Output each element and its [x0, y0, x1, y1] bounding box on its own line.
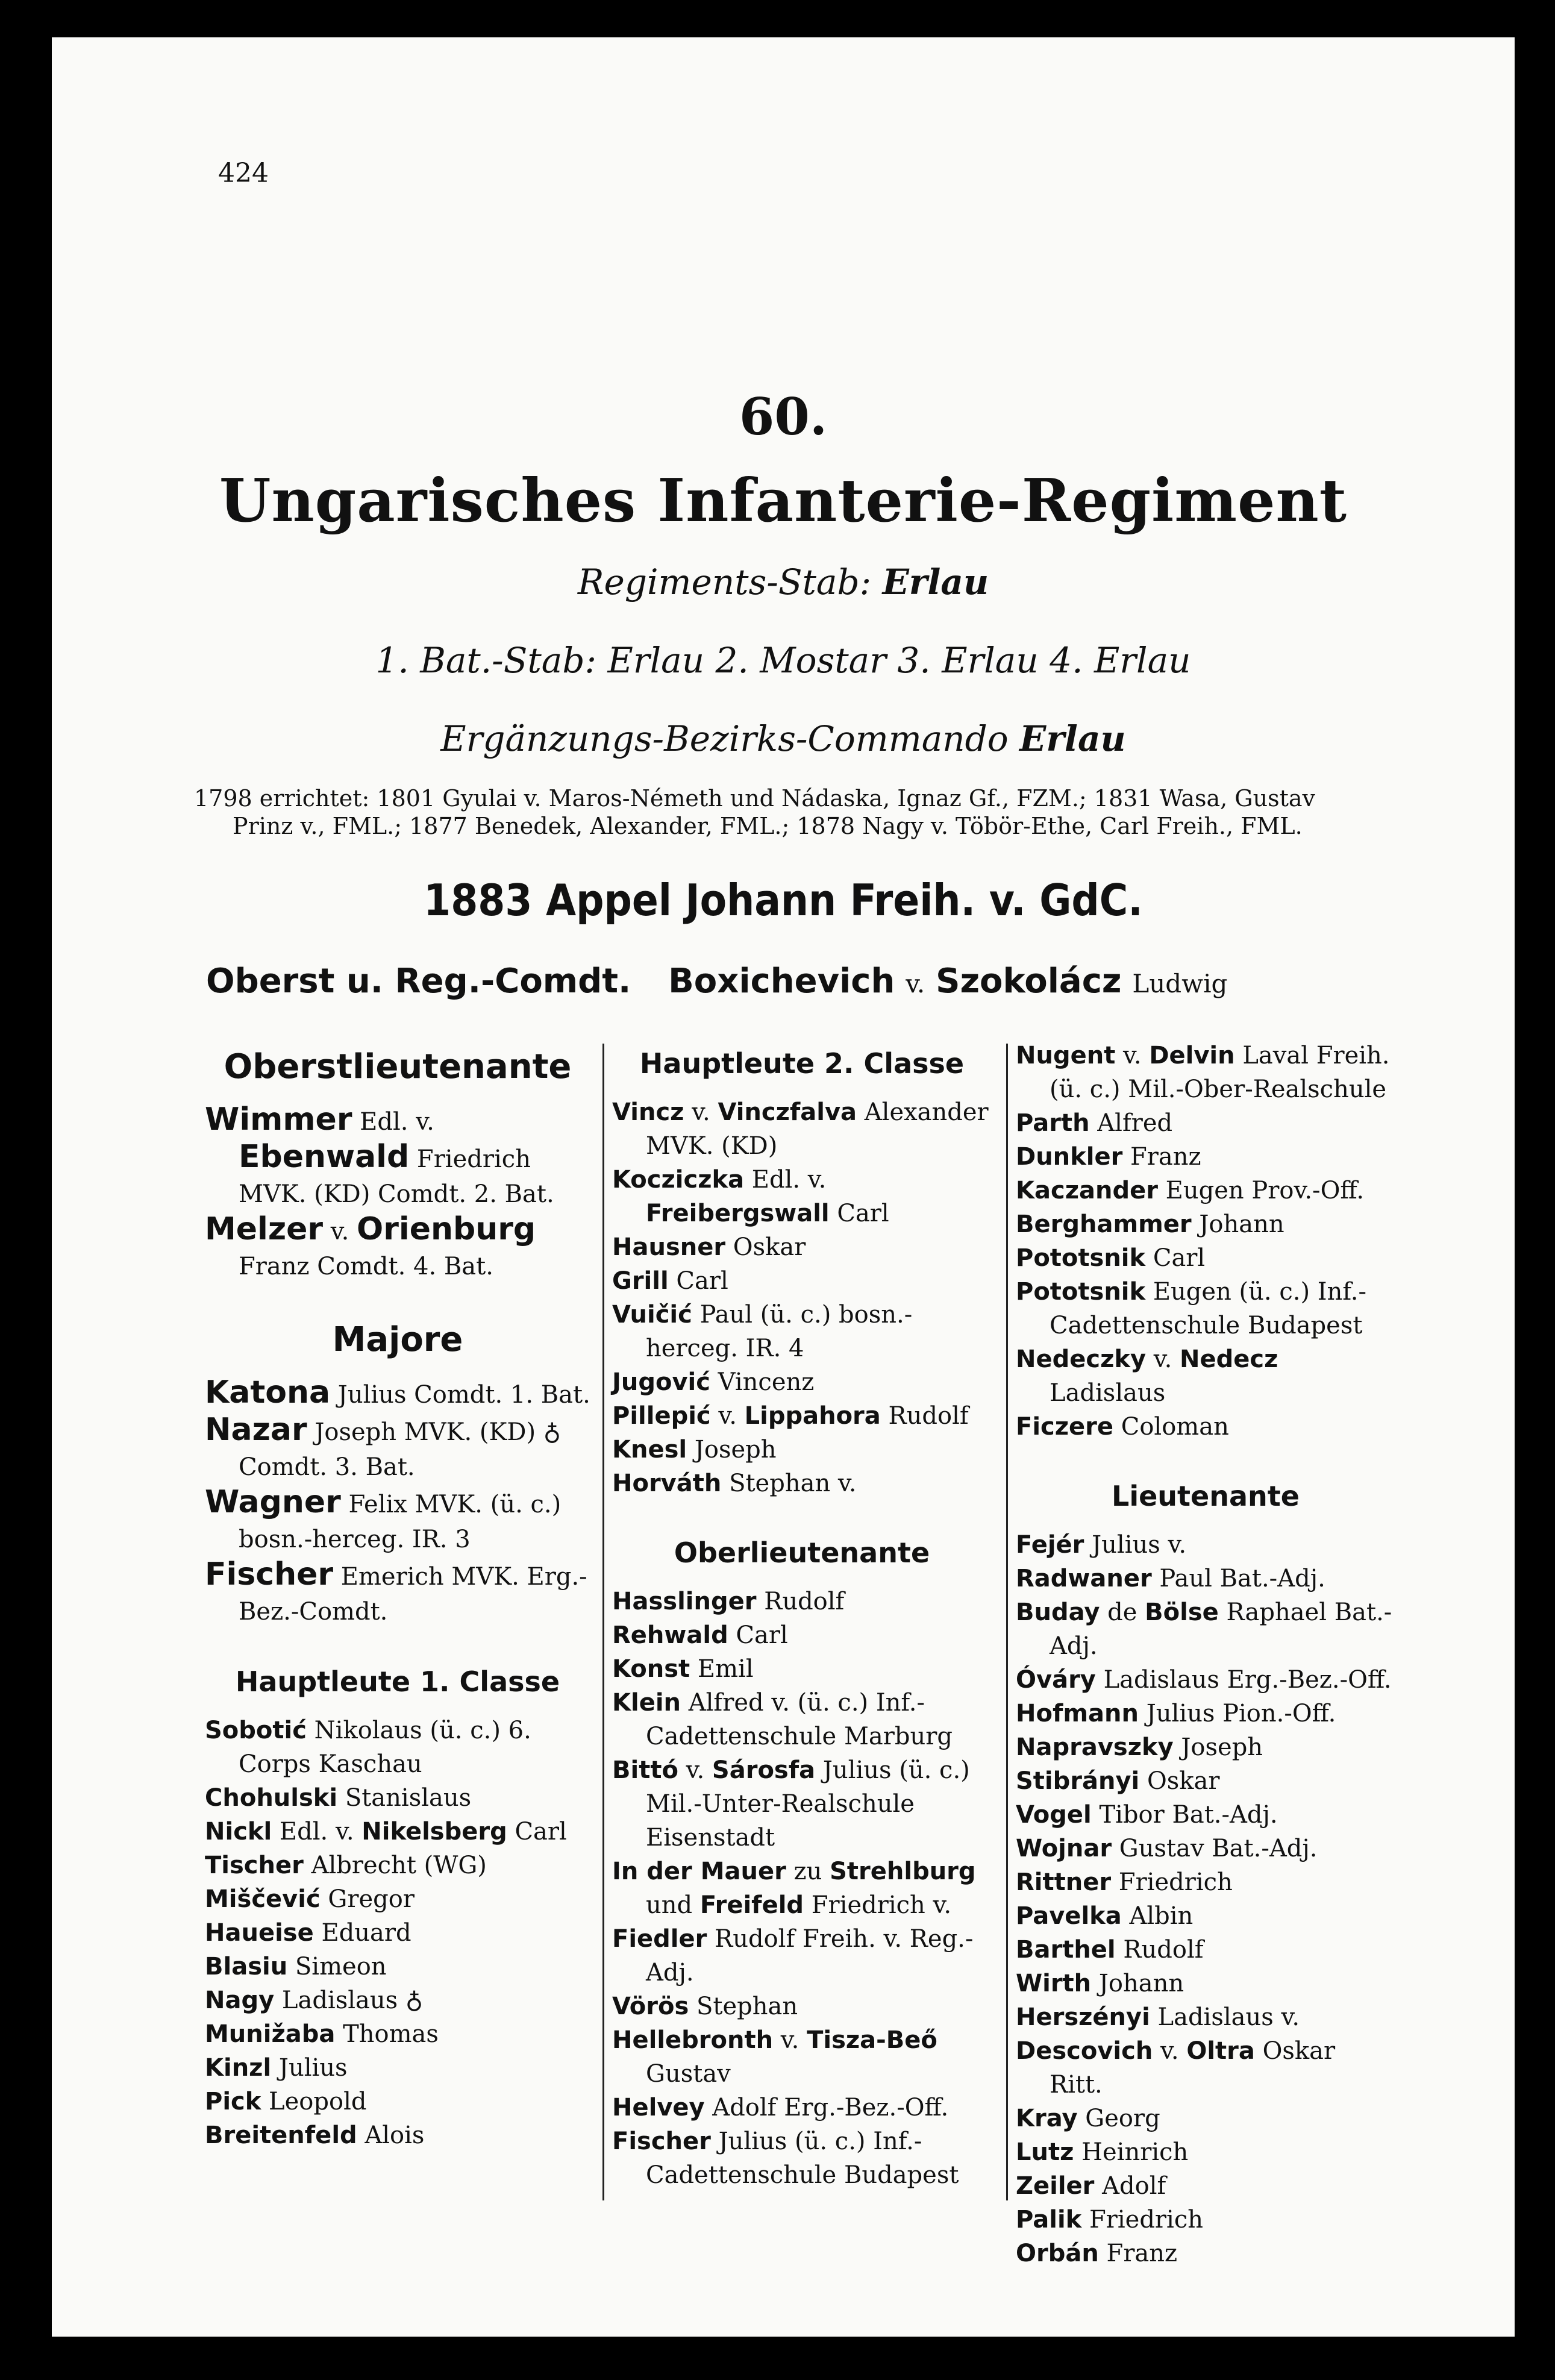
officer-details: Rudolf	[756, 1588, 845, 1615]
ergaenzungs-line	[52, 718, 1515, 759]
oberst-name-2: Szokolácz	[936, 962, 1122, 1001]
officer-surname: Descovich	[1016, 2037, 1153, 2065]
list-item	[205, 2119, 590, 2152]
officer-details: Tibor Bat.-Adj.	[1091, 1801, 1278, 1829]
list-item	[612, 1652, 992, 1686]
list-item	[205, 1102, 590, 1212]
officer-surname: Hellebronth	[612, 2026, 774, 2054]
officer-details: v.	[1146, 1345, 1180, 1373]
list-item	[205, 1950, 590, 1984]
oberst-name-1: Boxichevich	[668, 962, 895, 1001]
list-majore	[205, 1375, 590, 1629]
officer-surname: Knesl	[612, 1436, 687, 1464]
officer-details: Albin	[1121, 1902, 1194, 1930]
history-line-1: 1798 errichtet: 1801 Gyulai v. Maros-Németh und Nádaska, Ignaz Gf., FZM.; 1831 Wasa, Gustav	[194, 785, 1316, 812]
list-item	[1016, 1562, 1395, 1596]
officer-details: Eugen (ü. c.) Inf.-Cadettenschule Budapest	[1050, 1278, 1366, 1339]
list-item	[1016, 1730, 1395, 1764]
officer-details: v.	[323, 1218, 357, 1245]
officer-surname: Blasiu	[205, 1953, 288, 1981]
list-hauptleute-2	[612, 1095, 992, 1500]
officer-details: Laval Freih. (ü. c.) Mil.-Ober-Realschule	[1050, 1042, 1390, 1103]
officer-details: Joseph MVK. (KD) ♁ Comdt. 3. Bat.	[239, 1418, 561, 1481]
stab-label: Regiments-Stab:	[577, 562, 872, 603]
officer-details: Julius (ü. c.) Mil.-Unter-Realschule Eisenstadt	[646, 1756, 970, 1852]
officer-surname: Vincz	[612, 1098, 684, 1126]
bat-3-label: 3.	[897, 640, 931, 681]
officer-details: Carl	[829, 1200, 889, 1227]
officer-surname: Sobotić	[205, 1717, 307, 1744]
oberst-given-name: Ludwig	[1132, 969, 1228, 998]
officer-surname: Haueise	[205, 1919, 314, 1947]
erg-label: Ergänzungs-Bezirks-Commando	[440, 718, 1009, 759]
officer-details: Julius v.	[1084, 1531, 1187, 1559]
battalion-stab-line	[52, 640, 1515, 681]
officer-surname: Herszényi	[1016, 2003, 1150, 2031]
officer-surname: Nickl	[205, 1818, 272, 1846]
officer-details: Oskar Ritt.	[1050, 2037, 1336, 2099]
officer-details: Felix MVK. (ü. c.) bosn.-herceg. IR. 3	[239, 1491, 562, 1553]
list-item	[612, 1095, 992, 1163]
column-2	[612, 1039, 992, 2192]
officer-surname: Lutz	[1016, 2138, 1074, 2166]
officer-details: Rudolf	[1115, 1936, 1204, 1964]
officer-details: Joseph	[1173, 1733, 1263, 1761]
list-item	[1016, 1039, 1395, 1106]
officer-details: de	[1100, 1599, 1145, 1626]
column-divider-1	[602, 1044, 604, 2200]
column-3	[1016, 1039, 1395, 2270]
list-item	[1016, 1342, 1395, 1410]
officer-details: Carl	[1145, 1244, 1206, 1272]
officer-surname: Bölse	[1145, 1599, 1219, 1626]
officer-surname: Vogel	[1016, 1801, 1092, 1829]
officer-details: Stephan	[689, 1993, 798, 2020]
officer-details: Coloman	[1113, 1413, 1229, 1441]
officer-details: Adolf	[1094, 2172, 1166, 2200]
list-item	[612, 1618, 992, 1652]
officer-surname: Wirth	[1016, 1970, 1092, 1997]
bat-3-place: Erlau	[942, 640, 1039, 681]
list-item	[1016, 1798, 1395, 1832]
list-item	[205, 2017, 590, 2051]
list-item	[612, 1686, 992, 1753]
officer-surname: Ebenwald	[239, 1139, 410, 1175]
officer-details: Stanislaus	[337, 1784, 472, 1812]
officer-surname: Pillepić	[612, 1402, 711, 1430]
stab-place: Erlau	[882, 562, 989, 603]
oberst-particle: v.	[906, 969, 925, 998]
list-oberlieutenante	[612, 1585, 992, 2192]
list-item	[205, 2051, 590, 2085]
officer-details: Johann	[1091, 1970, 1184, 1997]
officer-surname: Freibergswall	[646, 1200, 830, 1227]
officer-surname: Palik	[1016, 2206, 1082, 2234]
list-item	[612, 2125, 992, 2192]
officer-details: Julius	[271, 2054, 348, 2082]
officer-details: Carl	[728, 1621, 788, 1649]
list-item	[612, 1230, 992, 1264]
list-item	[1016, 2102, 1395, 2135]
officer-surname: Radwaner	[1016, 1565, 1152, 1592]
list-item	[205, 1714, 590, 1781]
officer-details: Carl	[507, 1818, 567, 1846]
officer-details: Joseph	[687, 1436, 777, 1464]
officer-details: Edl. v.	[744, 1166, 827, 1194]
list-item	[612, 1585, 992, 1618]
officer-details: Eugen Prov.-Off.	[1157, 1177, 1365, 1204]
officer-details: Carl	[668, 1267, 728, 1295]
officer-surname: Katona	[205, 1374, 331, 1411]
list-item	[1016, 1899, 1395, 1933]
list-oberlieutenante-continued	[1016, 1039, 1395, 1444]
column-1	[205, 1039, 590, 2152]
oberst-label: Oberst u. Reg.-Comdt.	[206, 962, 631, 1001]
officer-details: Rudolf Freih. v. Reg.-Adj.	[646, 1925, 974, 1987]
officer-surname: Oltra	[1186, 2037, 1255, 2065]
document-page	[52, 37, 1515, 2337]
column-divider-2	[1006, 1044, 1008, 2200]
list-item	[1016, 1275, 1395, 1342]
list-item	[205, 1916, 590, 1950]
officer-details: Julius Comdt. 1. Bat.	[330, 1381, 590, 1409]
list-item	[1016, 1663, 1395, 1697]
officer-surname: Hausner	[612, 1233, 726, 1261]
officer-details: Paul Bat.-Adj.	[1151, 1565, 1325, 1592]
list-item	[1016, 1967, 1395, 2000]
officer-details: v.	[678, 1756, 712, 1784]
officer-details: Franz Comdt. 4. Bat.	[239, 1253, 493, 1280]
officer-details: Ladislaus	[1050, 1379, 1166, 1407]
list-item	[612, 1467, 992, 1500]
list-item	[612, 1399, 992, 1433]
bat-1-place: Erlau	[607, 640, 705, 681]
officer-surname: Ficzere	[1016, 1413, 1114, 1441]
list-item	[1016, 2000, 1395, 2034]
list-item	[1016, 1596, 1395, 1663]
section-heading-hauptleute-2: Hauptleute 2. Classe	[639, 1047, 965, 1080]
regiment-title: Ungarisches Infanterie-Regiment	[219, 466, 1347, 536]
list-item	[1016, 1207, 1395, 1241]
officer-surname: Vinczfalva	[718, 1098, 857, 1126]
officer-surname: Sárosfa	[712, 1756, 816, 1784]
officer-surname: In der Mauer	[612, 1858, 786, 1885]
officer-details: Nikolaus (ü. c.) 6. Corps Kaschau	[239, 1717, 531, 1778]
regiment-number: 60.	[739, 387, 828, 446]
officer-surname: Konst	[612, 1655, 690, 1683]
officer-surname: Breitenfeld	[205, 2122, 357, 2149]
officer-surname: Óváry	[1016, 1666, 1096, 1694]
section-gap	[205, 1629, 590, 1657]
officer-details: Leopold	[261, 2088, 367, 2115]
section-heading-oberstlieutenante: Oberstlieutenante	[224, 1047, 572, 1086]
officer-details: Alfred v. (ü. c.) Inf.-Cadettenschule Marburg	[646, 1689, 953, 1750]
officer-surname: Pick	[205, 2088, 261, 2115]
officer-details: Franz	[1122, 1143, 1201, 1171]
list-item	[205, 1984, 590, 2017]
regiment-history	[194, 784, 1404, 840]
officer-surname: Vuičić	[612, 1301, 692, 1329]
list-item	[1016, 2169, 1395, 2203]
officer-details: Franz	[1098, 2240, 1178, 2267]
section-heading-hauptleute-1: Hauptleute 1. Classe	[235, 1665, 560, 1698]
officer-details: Edl. v.	[272, 1818, 362, 1846]
list-item	[1016, 1528, 1395, 1562]
officer-details: Eduard	[313, 1919, 411, 1947]
officer-surname: Munižaba	[205, 2020, 336, 2048]
list-item	[1016, 2237, 1395, 2270]
officer-surname: Nazar	[205, 1412, 307, 1448]
list-lieutenante	[1016, 1528, 1395, 2270]
officer-details: und	[646, 1891, 700, 1919]
section-gap	[612, 1500, 992, 1528]
list-item	[612, 1990, 992, 2023]
list-item	[205, 1849, 590, 1882]
list-item	[205, 1781, 590, 1815]
officer-surname: Kray	[1016, 2105, 1078, 2132]
history-line-2: Prinz v., FML.; 1877 Benedek, Alexander, FML.; 1878 Nagy v. Töbör-Ethe, Carl Freih., FML.	[233, 813, 1303, 839]
officer-details: Georg	[1077, 2105, 1160, 2132]
officer-details: Emerich MVK. Erg.-Bez.-Comdt.	[239, 1563, 587, 1626]
regiments-stab-line	[52, 562, 1515, 603]
officer-surname: Vörös	[612, 1993, 689, 2020]
officer-surname: Tisza-Beő	[807, 2026, 937, 2054]
section-heading-oberlieutenante: Oberlieutenante	[674, 1536, 930, 1569]
officer-surname: Wagner	[205, 1484, 341, 1520]
officer-details: Paul (ü. c.) bosn.-herceg. IR. 4	[646, 1301, 913, 1362]
list-item	[1016, 1140, 1395, 1174]
officer-details: Ladislaus v.	[1150, 2003, 1300, 2031]
list-item	[612, 1264, 992, 1298]
officer-surname: Nagy	[205, 1987, 275, 2014]
list-oberstlieutenante	[205, 1102, 590, 1284]
section-heading-lieutenante: Lieutenante	[1112, 1480, 1300, 1512]
list-item	[612, 1922, 992, 1990]
list-item	[205, 1557, 590, 1629]
list-item	[205, 1212, 590, 1284]
officer-details: v.	[1115, 1042, 1150, 1069]
officer-details: Friedrich v.	[804, 1891, 952, 1919]
officer-surname: Fischer	[205, 1556, 334, 1592]
list-item	[612, 1365, 992, 1399]
page-number: 424	[218, 158, 269, 189]
officer-details: Thomas	[335, 2020, 439, 2048]
officer-details: Julius Pion.-Off.	[1138, 1700, 1336, 1727]
officer-details: Rudolf	[880, 1402, 969, 1430]
officer-surname: Orbán	[1016, 2240, 1099, 2267]
list-item	[1016, 2135, 1395, 2169]
list-item	[612, 1855, 992, 1922]
list-hauptleute-1	[205, 1714, 590, 2152]
officer-surname: Zeiler	[1016, 2172, 1095, 2200]
officer-details: Julius (ü. c.) Inf.-Cadettenschule Budapest	[646, 2128, 959, 2189]
list-item	[612, 1163, 992, 1230]
list-item	[612, 1298, 992, 1365]
officer-details: v.	[710, 1402, 745, 1430]
officer-details: Alfred	[1089, 1109, 1173, 1137]
officer-surname: Napravszky	[1016, 1733, 1174, 1761]
officer-surname: Pototsnik	[1016, 1278, 1146, 1306]
officer-details: Johann	[1191, 1210, 1284, 1238]
officer-surname: Orienburg	[357, 1211, 536, 1247]
officer-surname: Melzer	[205, 1211, 324, 1247]
officer-surname: Nedecz	[1180, 1345, 1278, 1373]
officer-details: Alois	[357, 2122, 425, 2149]
officer-surname: Wimmer	[205, 1101, 352, 1138]
officer-surname: Hofmann	[1016, 1700, 1139, 1727]
list-item	[1016, 1764, 1395, 1798]
officer-details: Simeon	[287, 1953, 387, 1981]
officer-details: Alexander MVK. (KD)	[646, 1098, 989, 1160]
section-heading-majore: Majore	[332, 1320, 463, 1359]
officer-surname: Berghammer	[1016, 1210, 1192, 1238]
list-item	[1016, 1410, 1395, 1444]
officer-surname: Tischer	[205, 1852, 304, 1879]
officer-details: Oskar	[1139, 1767, 1220, 1795]
section-gap	[1016, 1444, 1395, 1471]
officer-surname: Grill	[612, 1267, 669, 1295]
officer-surname: Nugent	[1016, 1042, 1116, 1069]
officer-details: v.	[1153, 2037, 1187, 2065]
officer-surname: Fejér	[1016, 1531, 1084, 1559]
regiment-inhaber: 1883 Appel Johann Freih. v. GdC.	[424, 875, 1143, 925]
officer-details: Heinrich	[1074, 2138, 1189, 2166]
officer-surname: Kocziczka	[612, 1166, 745, 1194]
list-item	[205, 1485, 590, 1557]
officer-details: v.	[684, 1098, 718, 1126]
officer-surname: Nedeczky	[1016, 1345, 1147, 1373]
officer-surname: Pototsnik	[1016, 1244, 1146, 1272]
officer-details: Gustav	[646, 2060, 731, 2088]
list-item	[1016, 2034, 1395, 2102]
officer-surname: Lippahora	[744, 1402, 881, 1430]
list-item	[1016, 1865, 1395, 1899]
officer-details: Ladislaus Erg.-Bez.-Off.	[1095, 1666, 1392, 1694]
officer-surname: Helvey	[612, 2094, 705, 2122]
officer-details: Oskar	[725, 1233, 806, 1261]
bat-4-label: 4.	[1050, 640, 1083, 681]
list-item	[1016, 1241, 1395, 1275]
bat-2-label: 2.	[715, 640, 749, 681]
officer-surname: Pavelka	[1016, 1902, 1122, 1930]
list-item	[612, 1753, 992, 1855]
bat-2-place: Mostar	[760, 640, 886, 681]
officer-details: Friedrich	[1111, 1868, 1233, 1896]
officer-surname: Barthel	[1016, 1936, 1116, 1964]
list-item	[1016, 1106, 1395, 1140]
officer-details: Edl. v.	[352, 1108, 434, 1136]
list-item	[612, 2023, 992, 2091]
officer-surname: Wojnar	[1016, 1835, 1112, 1862]
list-item	[205, 1815, 590, 1849]
list-item	[1016, 1174, 1395, 1207]
list-item	[205, 1412, 590, 1485]
officer-surname: Horváth	[612, 1470, 722, 1497]
officer-surname: Buday	[1016, 1599, 1100, 1626]
officer-surname: Jugović	[612, 1368, 710, 1396]
officer-surname: Rittner	[1016, 1868, 1112, 1896]
officer-details: Raphael Bat.-Adj.	[1050, 1599, 1392, 1660]
officer-details: Albrecht (WG)	[303, 1852, 487, 1879]
officer-details: Gustav Bat.-Adj.	[1112, 1835, 1318, 1862]
officer-surname: Fischer	[612, 2128, 711, 2155]
officer-surname: Kaczander	[1016, 1177, 1158, 1204]
officer-details: Gregor	[320, 1885, 415, 1913]
erg-place: Erlau	[1019, 718, 1126, 759]
officer-surname: Parth	[1016, 1109, 1090, 1137]
officer-details: v.	[773, 2026, 807, 2054]
officer-details: Vincenz	[710, 1368, 815, 1396]
list-item	[1016, 1933, 1395, 1967]
officer-details: Emil	[690, 1655, 754, 1683]
officer-surname: Kinzl	[205, 2054, 272, 2082]
list-item	[205, 1375, 590, 1412]
bat-4-place: Erlau	[1094, 640, 1191, 681]
bat-label: 1. Bat.-Stab:	[375, 640, 597, 681]
officer-surname: Hasslinger	[612, 1588, 757, 1615]
officer-details: Adolf Erg.-Bez.-Off.	[704, 2094, 949, 2122]
officer-surname: Fiedler	[612, 1925, 707, 1953]
list-item	[1016, 1832, 1395, 1865]
officer-surname: Bittó	[612, 1756, 678, 1784]
officer-surname: Freifeld	[699, 1891, 804, 1919]
officer-surname: Delvin	[1149, 1042, 1235, 1069]
officer-surname: Strehlburg	[830, 1858, 976, 1885]
officer-surname: Dunkler	[1016, 1143, 1123, 1171]
list-item	[205, 2085, 590, 2119]
officer-surname: Klein	[612, 1689, 681, 1717]
officer-details: Friedrich MVK. (KD) Comdt. 2. Bat.	[239, 1145, 554, 1208]
officer-surname: Stibrányi	[1016, 1767, 1140, 1795]
officer-surname: Nikelsberg	[361, 1818, 507, 1846]
list-item	[205, 1882, 590, 1916]
officer-surname: Miščević	[205, 1885, 321, 1913]
list-item	[612, 1433, 992, 1467]
officer-surname: Rehwald	[612, 1621, 728, 1649]
section-gap	[205, 1284, 590, 1312]
officer-details: Ladislaus ♁	[274, 1987, 424, 2014]
list-item	[1016, 1697, 1395, 1730]
list-item	[1016, 2203, 1395, 2237]
officer-details: Stephan v.	[721, 1470, 857, 1497]
officer-details: zu	[786, 1858, 830, 1885]
officer-surname: Chohulski	[205, 1784, 338, 1812]
oberst-row	[206, 962, 1227, 1001]
list-item	[612, 2091, 992, 2125]
officer-details: Friedrich	[1081, 2206, 1204, 2234]
